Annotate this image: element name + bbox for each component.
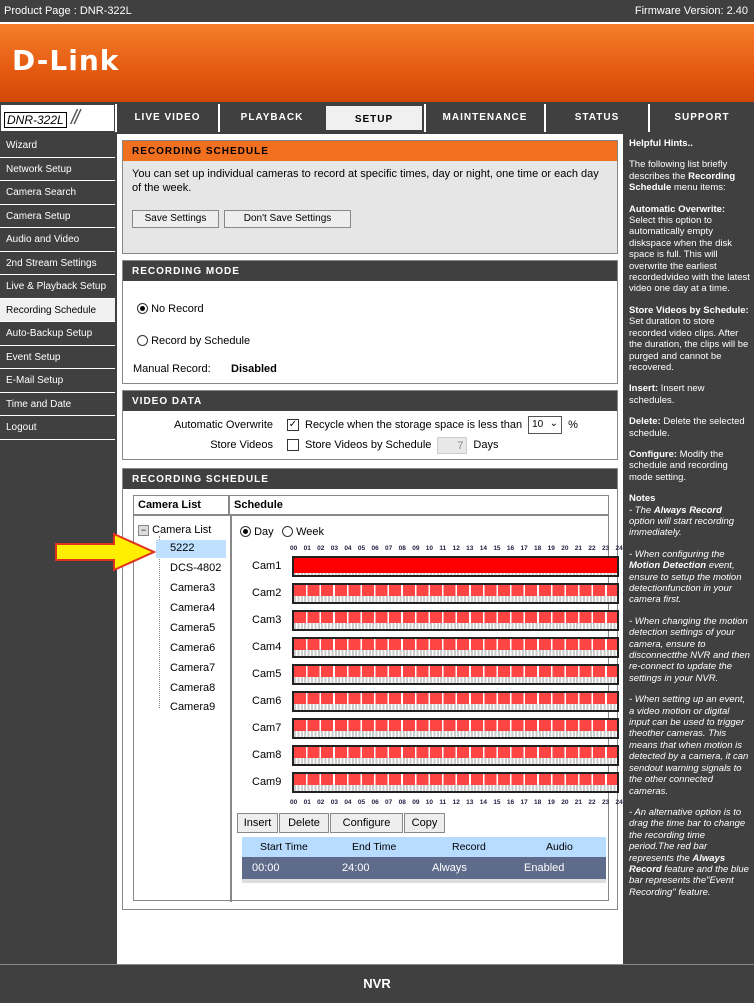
chevron-down-icon: ⌄ <box>549 418 559 429</box>
timeline-bar-cam2[interactable] <box>292 583 619 604</box>
sidebar-item-recording-schedule[interactable]: Recording Schedule <box>0 299 115 323</box>
note-item: - When changing the motion detection settings of your camera, ensure to disconnectthe NVR and then re-connect to update the settings in your NVR. <box>629 615 750 684</box>
sidebar-item-email-setup[interactable]: E-Mail Setup <box>0 369 115 393</box>
hour-tick: 14 <box>479 799 487 806</box>
tree-root-label: Camera List <box>152 524 212 536</box>
hint-text: Insert new schedules. <box>629 383 705 406</box>
hour-tick: 03 <box>330 799 338 806</box>
product-page: Product Page : DNR-322L <box>4 5 132 17</box>
hour-tick: 15 <box>493 799 501 806</box>
hints-intro <box>629 159 750 193</box>
cam-row-label: Cam8 <box>252 749 282 761</box>
sidebar-item-2nd-stream[interactable]: 2nd Stream Settings <box>0 252 115 276</box>
hour-tick: 05 <box>357 799 366 806</box>
sidebar-item-camera-setup[interactable]: Camera Setup <box>0 205 115 229</box>
hour-tick: 21 <box>574 545 583 552</box>
timeline-bar-cam5[interactable] <box>292 664 619 685</box>
hour-tick: 23 <box>601 545 610 552</box>
cam-row-label: Cam6 <box>252 695 282 707</box>
note-item: - An alternative option is to drag the time bar to change the recording time period.The red bar represents the Always Record feature and the blue bar represents the"Event Recording" feature. <box>629 806 749 898</box>
notes-title: Notes <box>629 493 656 505</box>
table-header <box>242 837 606 857</box>
hint-item <box>629 383 750 406</box>
automatic-overwrite-row <box>123 415 578 435</box>
cam-row-label: Cam3 <box>252 614 282 626</box>
intro-text: You can set up individual cameras to record at specific times, day or night, one time or each day of the week. <box>132 168 599 194</box>
cell-audio: Enabled <box>524 862 565 874</box>
tab-live-video[interactable]: LIVE VIDEO <box>115 104 218 132</box>
hour-tick: 03 <box>330 545 338 552</box>
hour-tick: 16 <box>506 799 515 806</box>
manual-record-value: Disabled <box>231 363 277 375</box>
camera-item[interactable]: Camera5 <box>170 622 216 634</box>
record-by-schedule-label: Record by Schedule <box>151 335 251 347</box>
percent-unit: % <box>568 419 578 431</box>
recording-schedule-section <box>122 468 623 910</box>
hour-tick: 11 <box>439 545 447 552</box>
copy-button[interactable]: Copy <box>404 813 445 833</box>
firmware-version: Firmware Version: 2.40 <box>634 5 748 17</box>
hints-title: Helpful Hints.. <box>629 138 693 149</box>
hint-item <box>629 204 750 295</box>
top-bar <box>0 0 754 22</box>
cam-row-label: Cam2 <box>252 587 282 599</box>
radio-icon <box>137 303 148 314</box>
camera-item[interactable]: Camera3 <box>170 582 216 594</box>
manual-record-label: Manual Record: <box>133 363 211 375</box>
hint-text: Set duration to store recorded video clips. After the duration, the clips will be purged and cannot be recovered. <box>629 316 749 373</box>
sidebar-item-logout[interactable]: Logout <box>0 416 115 440</box>
intro-section <box>122 140 618 254</box>
main-nav <box>0 104 754 132</box>
camera-list-header: Camera List <box>134 496 230 516</box>
hour-tick: 10 <box>425 545 434 552</box>
camera-item[interactable]: Camera6 <box>170 642 216 654</box>
schedule-header: Schedule <box>230 496 608 516</box>
table-row[interactable] <box>242 857 606 879</box>
note-item: - When setting up an event, a video motion or digital input can be used to trigger theother cameras. This means that when motion is detected by a camera, it can sendout warning signals to the other connected cameras. <box>629 694 749 797</box>
tab-playback[interactable]: PLAYBACK <box>218 104 324 132</box>
timeline-bar-cam8[interactable] <box>292 745 619 766</box>
timeline-bar-cam6[interactable] <box>292 691 619 712</box>
radio-icon <box>137 335 148 346</box>
camera-item[interactable]: Camera9 <box>170 701 216 713</box>
hour-tick: 09 <box>412 799 420 806</box>
store-videos-label: Store Videos <box>210 439 273 451</box>
note-item: - When configuring the Motion Detection event, ensure to setup the motion detectionfunction in your camera first. <box>629 548 742 606</box>
hour-tick: 01 <box>303 545 311 552</box>
recording-mode-section <box>122 260 618 384</box>
intro-title: RECORDING SCHEDULE <box>123 141 617 161</box>
hour-tick: 10 <box>425 799 434 806</box>
hour-tick: 22 <box>588 545 596 552</box>
hour-tick: 02 <box>317 799 325 806</box>
sidebar-item-network-setup[interactable]: Network Setup <box>0 158 115 182</box>
hint-term: Delete: <box>629 416 661 428</box>
model-name: DNR-322L <box>4 112 67 128</box>
hour-axis-bottom <box>290 799 623 807</box>
hour-tick: 09 <box>412 545 420 552</box>
hour-axis-top <box>290 545 623 553</box>
camera-item-selected[interactable]: 5222 <box>156 540 226 558</box>
main-content <box>117 134 623 964</box>
recycle-checkbox[interactable]: ✓ <box>288 419 298 430</box>
hour-tick: 12 <box>452 545 460 552</box>
cell-end-time: 24:00 <box>342 862 370 874</box>
sidebar-item-auto-backup[interactable]: Auto-Backup Setup <box>0 322 115 346</box>
video-data-title: VIDEO DATA <box>123 391 617 411</box>
timeline-bar-cam1[interactable] <box>292 556 619 577</box>
hour-tick: 24 <box>615 799 623 806</box>
hour-tick: 07 <box>385 545 393 552</box>
collapse-icon[interactable]: − <box>138 525 149 536</box>
cam-row-label: Cam9 <box>252 776 282 788</box>
timeline-bar-cam3[interactable] <box>292 610 619 631</box>
cell-record: Always <box>432 862 467 874</box>
sidebar-item-live-playback[interactable]: Live & Playback Setup <box>0 275 115 299</box>
video-data-section <box>122 390 618 460</box>
tab-status[interactable]: STATUS <box>544 104 648 132</box>
sidebar-item-audio-video[interactable]: Audio and Video <box>0 228 115 252</box>
recording-mode-title: RECORDING MODE <box>123 261 617 281</box>
hour-tick: 20 <box>561 799 569 806</box>
cell-start-time: 00:00 <box>252 862 280 874</box>
week-label: Week <box>296 526 324 538</box>
hour-tick: 07 <box>385 799 393 806</box>
hour-tick: 06 <box>371 799 379 806</box>
insert-button[interactable]: Insert <box>237 813 278 833</box>
slash-decoration: // <box>71 107 79 129</box>
cam-row-label: Cam7 <box>252 722 282 734</box>
cam-row-label: Cam4 <box>252 641 282 653</box>
header-banner <box>0 22 754 102</box>
hour-tick: 08 <box>398 799 406 806</box>
record-by-schedule-radio[interactable] <box>137 335 250 347</box>
no-record-label: No Record <box>151 303 204 315</box>
days-input[interactable]: 7 <box>437 437 467 454</box>
hour-tick: 19 <box>547 545 555 552</box>
hour-tick: 17 <box>520 545 528 552</box>
divider <box>230 516 232 902</box>
sidebar-item-wizard[interactable]: Wizard <box>0 134 115 158</box>
hour-tick: 22 <box>588 799 596 806</box>
camera-item[interactable]: DCS-4802 <box>170 562 222 574</box>
percent-select[interactable] <box>528 416 562 434</box>
percent-value: 10 <box>532 419 544 430</box>
model-badge <box>0 104 115 132</box>
hint-term: Automatic Overwrite: <box>629 203 726 215</box>
header-record: Record <box>452 841 486 853</box>
hour-tick: 00 <box>290 545 298 552</box>
sidebar-item-camera-search[interactable]: Camera Search <box>0 181 115 205</box>
radio-icon <box>282 526 293 537</box>
hints-intro-text: The following list briefly describes the <box>629 159 728 182</box>
camera-item[interactable]: Camera7 <box>170 662 216 674</box>
hint-text: Select this option to automatically empty diskspace when the disk space is full. This will overwrite the earliest recordedvideo with the latest video one day at a time. <box>629 215 750 295</box>
timeline-bar-cam9[interactable] <box>292 772 619 793</box>
camera-item[interactable]: Camera8 <box>170 682 216 694</box>
tab-maintenance[interactable]: MAINTENANCE <box>424 104 544 132</box>
hints-intro-bold: Recording Schedule <box>629 170 736 194</box>
day-label: Day <box>254 526 274 538</box>
hour-tick: 00 <box>290 799 298 806</box>
hour-tick: 15 <box>493 545 501 552</box>
recording-schedule-title: RECORDING SCHEDULE <box>123 469 617 489</box>
dlink-logo: D-Link <box>12 44 120 77</box>
hint-term: Insert: <box>629 383 659 395</box>
hint-term: Configure: <box>629 448 678 460</box>
header-audio: Audio <box>546 841 573 853</box>
hour-tick: 02 <box>317 545 325 552</box>
store-videos-checkbox[interactable] <box>287 439 299 451</box>
hint-item <box>629 305 750 373</box>
hint-text: Delete the selected schedule. <box>629 416 745 439</box>
days-unit: Days <box>473 439 499 451</box>
radio-icon <box>240 526 251 537</box>
hour-tick: 23 <box>601 799 610 806</box>
timeline-bar-cam4[interactable] <box>292 637 619 658</box>
header-start-time: Start Time <box>260 841 308 853</box>
hour-tick: 20 <box>561 545 569 552</box>
cam-row-label: Cam5 <box>252 668 282 680</box>
sidebar-item-time-date[interactable]: Time and Date <box>0 393 115 417</box>
hour-tick: 12 <box>452 799 460 806</box>
hour-tick: 18 <box>534 799 542 806</box>
helpful-hints-panel <box>625 134 754 964</box>
automatic-overwrite-label: Automatic Overwrite <box>173 419 273 431</box>
hour-tick: 14 <box>479 545 487 552</box>
camera-item[interactable]: Camera4 <box>170 602 216 614</box>
hour-tick: 01 <box>303 799 311 806</box>
hour-tick: 17 <box>520 799 528 806</box>
hints-intro-tail: menu items: <box>671 182 726 194</box>
hint-term: Store Videos by Schedule: <box>629 304 749 316</box>
schedule-table <box>242 837 606 883</box>
cam-row-label: Cam1 <box>252 560 282 572</box>
configure-button[interactable]: Configure <box>330 813 403 833</box>
sidebar-item-event-setup[interactable]: Event Setup <box>0 346 115 370</box>
hint-item <box>629 416 750 439</box>
week-radio[interactable] <box>282 526 324 538</box>
tree-line <box>159 536 160 708</box>
notes-list <box>629 505 750 899</box>
delete-button[interactable]: Delete <box>279 813 329 833</box>
hour-tick: 24 <box>615 545 623 552</box>
hour-tick: 08 <box>398 545 406 552</box>
hour-tick: 04 <box>344 799 352 806</box>
hour-tick: 04 <box>344 545 352 552</box>
hour-tick: 19 <box>547 799 555 806</box>
footer: NVR <box>0 964 754 1002</box>
hour-tick: 21 <box>574 799 583 806</box>
no-record-radio[interactable] <box>137 303 204 315</box>
tab-support[interactable]: SUPPORT <box>648 104 754 132</box>
store-videos-row <box>123 435 498 455</box>
dont-save-settings-button[interactable]: Don't Save Settings <box>224 210 351 228</box>
hour-tick: 18 <box>534 545 542 552</box>
hour-tick: 13 <box>466 799 474 806</box>
day-radio[interactable] <box>240 526 274 538</box>
schedule-panel <box>133 495 623 901</box>
hint-text: Modify the schedule and recording mode setting. <box>629 448 728 483</box>
store-videos-text: Store Videos by Schedule <box>305 439 432 451</box>
hour-tick: 05 <box>357 545 366 552</box>
hour-tick: 13 <box>466 545 474 552</box>
hour-tick: 11 <box>439 799 447 806</box>
hint-item <box>629 449 750 483</box>
note-item: - The Always Record option will start recording immediately. <box>629 504 735 539</box>
tab-setup[interactable]: SETUP <box>324 104 424 132</box>
hour-tick: 06 <box>371 545 379 552</box>
save-settings-button[interactable]: Save Settings <box>132 210 219 228</box>
recycle-text: Recycle when the storage space is less than <box>305 419 523 431</box>
header-end-time: End Time <box>352 841 397 853</box>
hour-tick: 16 <box>506 545 515 552</box>
yellow-arrow-icon <box>54 532 158 572</box>
timeline-bar-cam7[interactable] <box>292 718 619 739</box>
